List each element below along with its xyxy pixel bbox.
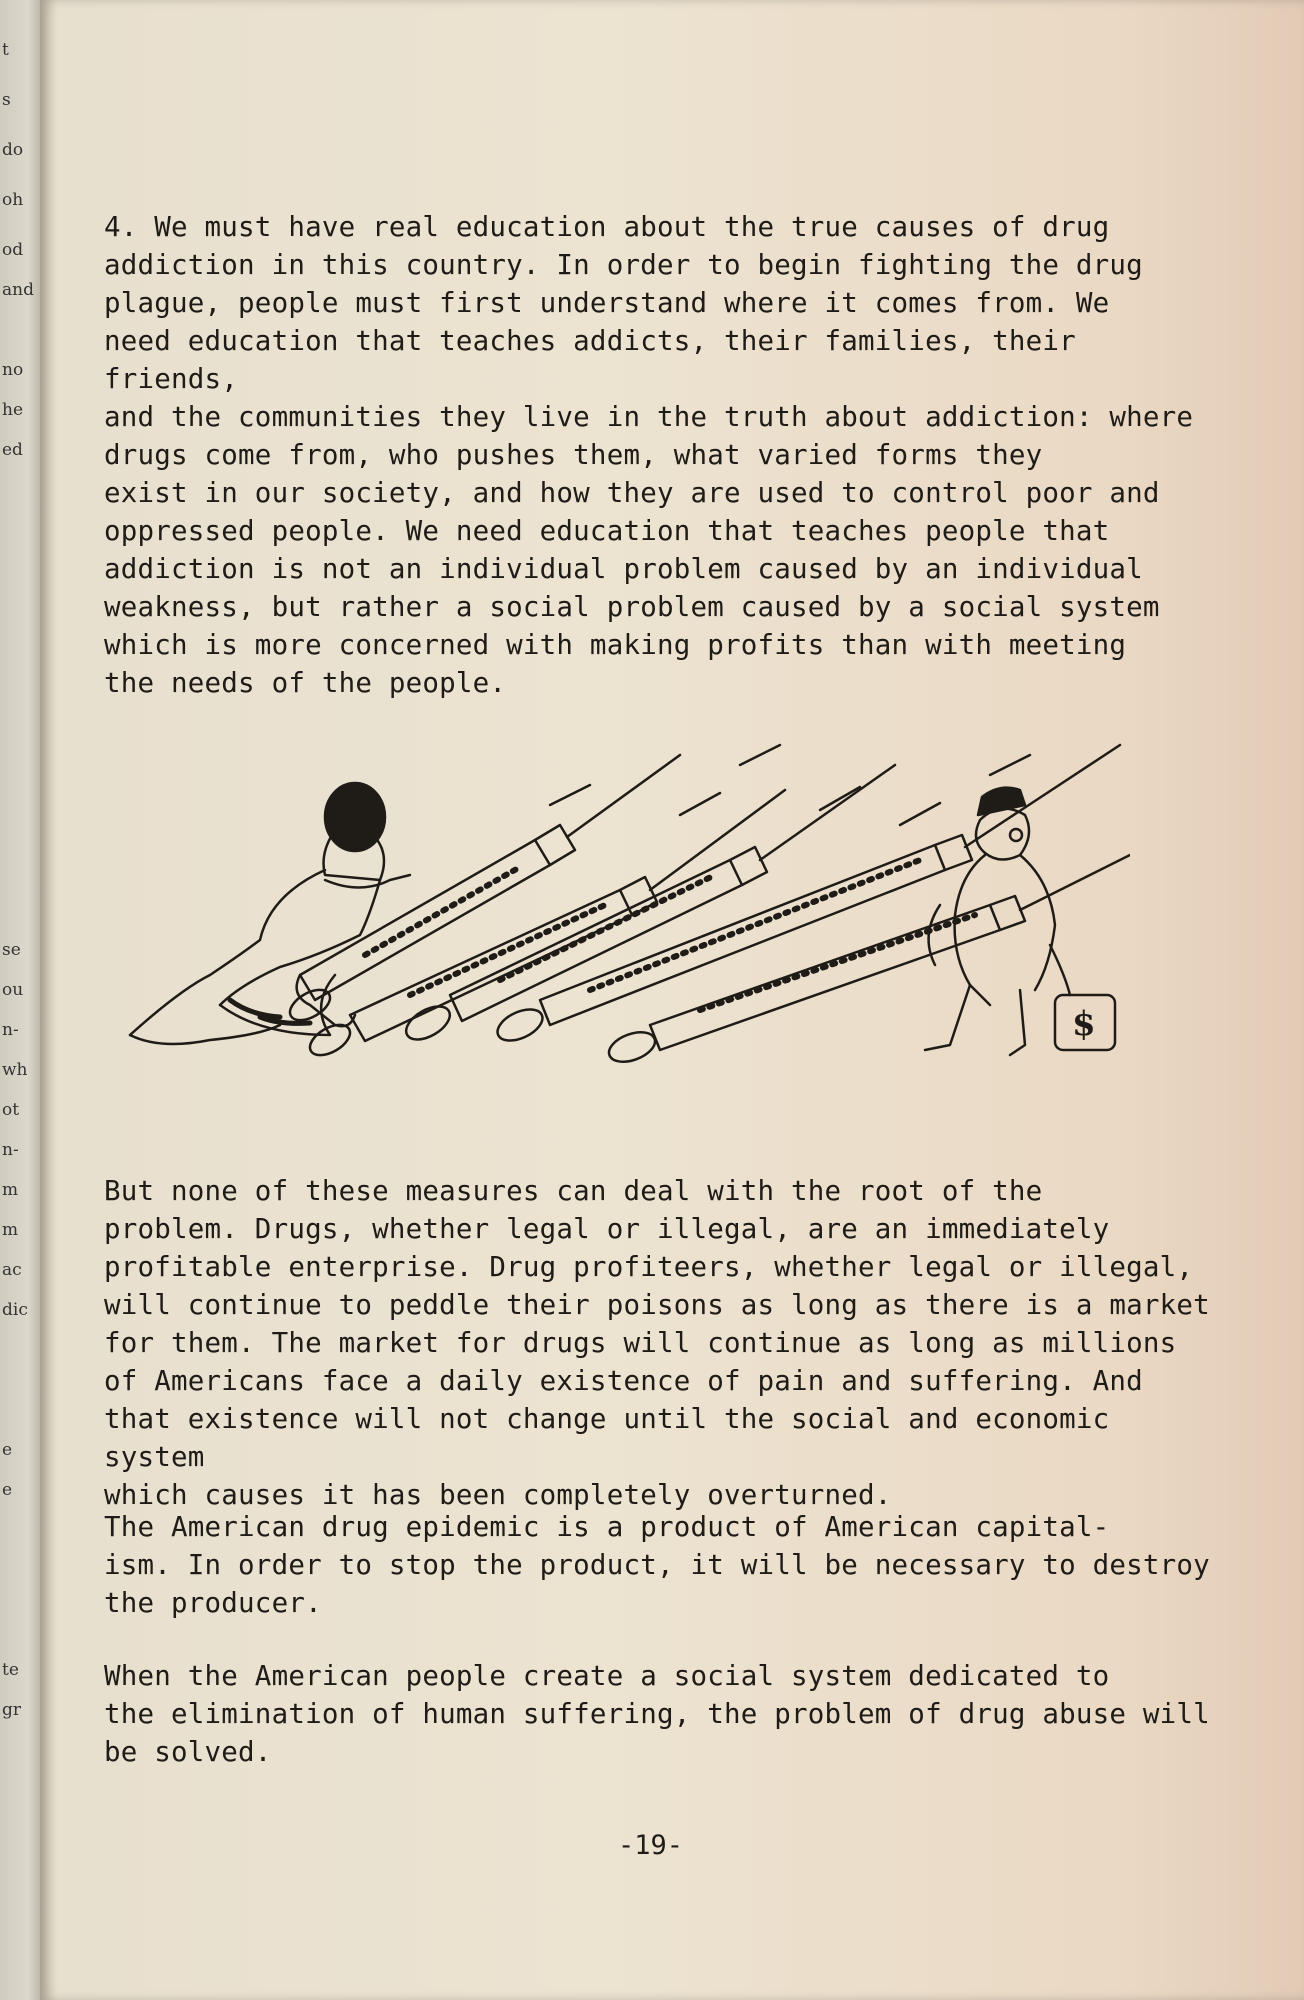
- page-number: -19-: [618, 1830, 684, 1861]
- education-text: 4. We must have real education about the true causes of drug addiction in this country. In order to begin fighting the drug plague, people must first understand where it comes from. We need education that teaches addicts, their families, their friends, and the communities they live in the truth about addiction: where drugs come from, who pushes them, what varied forms they exist in our society, and how they are used to control poor and oppressed people. We need education that teaches people that addiction is not an individual problem caused by an individual weakness, but rather a social problem caused by a social system which is more concerned with making profits than with meeting the needs of the people.: [104, 211, 1194, 699]
- capitalism-text: The American drug epidemic is a product of American capital- ism. In order to stop the product, it will be necessary to destroy the producer.: [104, 1511, 1210, 1619]
- conclusion-paragraph: [104, 1657, 1224, 1771]
- pig-capitalist-figure: [925, 788, 1115, 1055]
- education-paragraph: [104, 208, 1224, 702]
- man-figure: [130, 783, 410, 1044]
- root-text: But none of these measures can deal with the root of the problem. Drugs, whether legal or illegal, are an immediately profitable enterprise. Drug profiteers, whether legal or illegal, will continue to peddle their poisons as long as there is a market for them. The market for drugs will continue as long as millions of Americans face a daily existence of pain and suffering. And that existence will not change until the social and economic system which causes it has been completely overturned.: [104, 1175, 1210, 1511]
- book-page: [40, 0, 1304, 2000]
- money-bag-symbol: $: [1072, 1004, 1096, 1044]
- motion-lines: [550, 745, 1030, 825]
- syringe-cartoon-illustration: [120, 705, 1130, 1095]
- conclusion-text: When the American people create a social system dedicated to the elimination of human suffering, the problem of drug abuse will be solved.: [104, 1660, 1210, 1768]
- root-paragraph: [104, 1172, 1224, 1514]
- previous-page-edge: t s do oh od and no he ed se ou n- wh ot n- m m ac dic e e te gr: [0, 0, 40, 2000]
- syringe-5: [605, 855, 1130, 1067]
- syringe-4: [493, 745, 1120, 1047]
- capitalism-paragraph: [104, 1508, 1224, 1622]
